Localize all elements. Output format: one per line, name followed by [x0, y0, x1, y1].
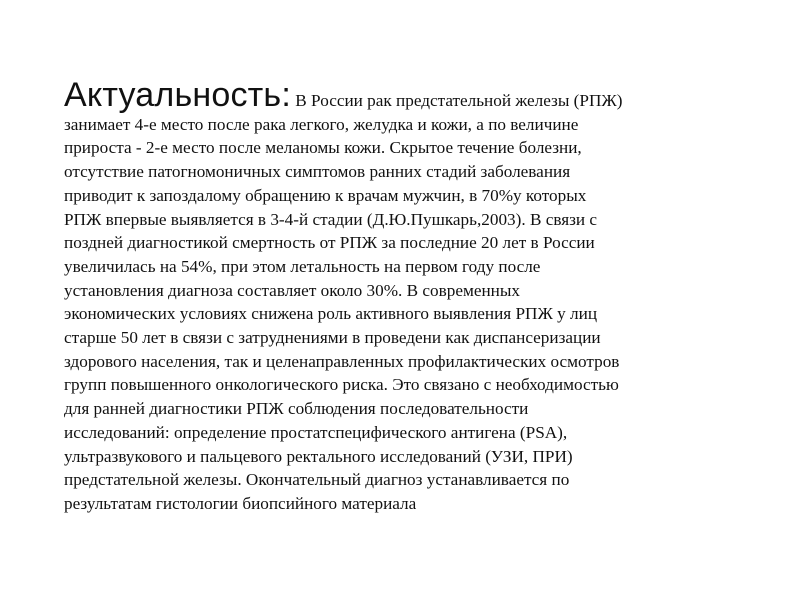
text-line: экономических условиях снижена роль активного выявления РПЖ у лиц [64, 304, 598, 324]
text-line: увеличилась на 54%, при этом летальность на первом году после [64, 256, 541, 276]
first-line [64, 76, 724, 114]
text-line: установления диагноза составляет около 30%. В современных [64, 280, 520, 300]
text-line: поздней диагностикой смертность от РПЖ за последние 20 лет в России [64, 233, 595, 253]
text-line: РПЖ впервые выявляется в 3-4-й стадии (Д.Ю.Пушкарь,2003). В связи с [64, 209, 598, 229]
text-line: исследований: определение простатспецифического антигена (PSA), [64, 422, 568, 442]
text-line: здорового населения, так и целенаправленных профилактических осмотров [64, 351, 620, 371]
first-line-text: В России рак предстательной железы (РПЖ) [291, 91, 623, 110]
text-line: старше 50 лет в связи с затруднениями в проведени как диспансеризации [64, 328, 601, 348]
text-line: ультразвукового и пальцевого ректального исследований (УЗИ, ПРИ) [64, 446, 573, 466]
body-text [64, 76, 724, 516]
text-line: результатам гистологии биопсийного материала [64, 493, 417, 513]
text-line: прироста - 2-е место после меланомы кожи. Скрытое течение болезни, [64, 138, 582, 158]
text-line: групп повышенного онкологического риска. Это связано с необходимостью [64, 375, 619, 395]
text-line: занимает 4-е место после рака легкого, желудка и кожи, а по величине [64, 114, 579, 134]
text-line: предстательной железы. Окончательный диагноз устанавливается по [64, 470, 570, 490]
text-line: для ранней диагностики РПЖ соблюдения последовательности [64, 399, 529, 419]
text-line: отсутствие патогномоничных симптомов ранних стадий заболевания [64, 162, 571, 182]
slide-title: Актуальность: [64, 76, 291, 114]
text-line: приводит к запоздалому обращению к врачам мужчин, в 70%у которых [64, 185, 587, 205]
